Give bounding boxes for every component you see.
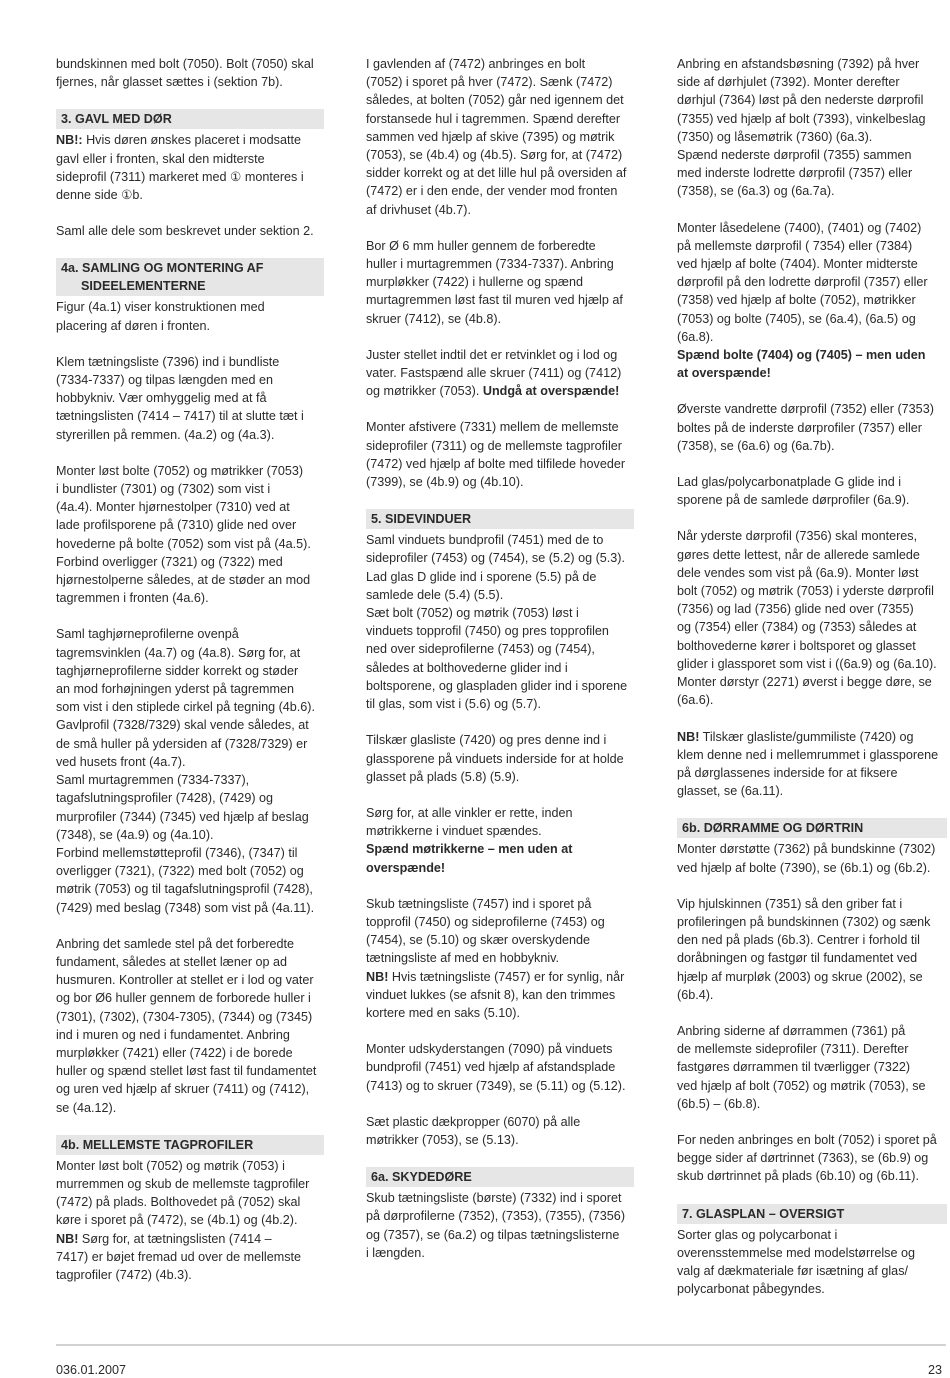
- text-line: tagprofiler (7472) (4b.3).: [56, 1267, 192, 1282]
- text-line: boltsporene, og glaspladen glider ind i sporene: [366, 678, 628, 693]
- bold-text: NB!: [56, 1231, 79, 1246]
- text-line: sideprofil (7311) markeret med ① monteres i: [56, 169, 304, 184]
- text-line: Gavlprofil (7328/7329) skal vende således, at: [56, 718, 309, 733]
- text-line: Sørg for, at alle vinkler er rette, inden: [366, 805, 573, 820]
- text-line: sidder korrekt og at det lille hul på oversiden af: [366, 166, 627, 181]
- text-line: ved hjælp af bolte (7404). Monter midterste: [677, 257, 918, 272]
- text-line: (7053) og bolte (7405), se (6a.4), (6a.5) og: [677, 311, 916, 326]
- text-run: og møtrikker (7053).: [366, 384, 483, 399]
- text-line: (7413) og to skruer (7349), se (5.11) og (5.12).: [366, 1078, 626, 1093]
- text-line: Forbind mellemstøtteprofil (7346), (7347) til: [56, 845, 298, 860]
- text-line: Når yderste dørprofil (7356) skal monteres,: [677, 529, 918, 544]
- text-line: [366, 840, 634, 858]
- bold-text: overspænde!: [366, 860, 446, 875]
- text-line: ved hjælp af bolt (7052) og møtrik (7053), se: [677, 1078, 926, 1093]
- text-line: [677, 346, 947, 364]
- text-line: begge sider af dørtrinnet (7363), se (6b.9) og: [677, 1151, 929, 1166]
- text-line: sideprofiler (7311) og de mellemste tagprofiler: [366, 438, 622, 453]
- text-line: Monter afstivere (7331) mellem de mellemste: [366, 420, 619, 435]
- text-line: Lad glas/polycarbonatplade G glide ind i: [677, 475, 902, 490]
- text-line: tagremmen i fronten (4a.6).: [56, 591, 209, 606]
- paragraph: [56, 131, 324, 204]
- text-line: vinduet lukkes (se afsnit 8), kan den trimmes: [366, 987, 616, 1002]
- paragraph: [56, 55, 324, 91]
- text-line: Saml taghjørneprofilerne ovenpå: [56, 627, 239, 642]
- text-line: (7355) ved hjælp af bolt (7393), vinkelbeslag: [677, 111, 926, 126]
- text-line: (7472) ved hjælp af bolte med tilfilede hoveder: [366, 456, 626, 471]
- text-line: vater. Fastspænd alle skruer (7411) og (7412): [366, 366, 622, 381]
- text-line: [366, 382, 634, 400]
- text-line: bolthovederne kører i boltsporet og glasset: [677, 638, 916, 653]
- footer-rule: [56, 1344, 946, 1346]
- text-line: Saml vinduets bundprofil (7451) med de to: [366, 533, 604, 548]
- text-line: møtrikker (7053), se (5.13).: [366, 1132, 519, 1147]
- text-line: Saml alle dele som beskrevet under sektion 2.: [56, 224, 314, 239]
- text-line: Juster stellet indtil det er retvinklet og i lod og: [366, 347, 618, 362]
- text-line: Sæt plastic dækpropper (6070) på alle: [366, 1114, 581, 1129]
- text-line: murtagremmen løst fast til muren ved hjælp af: [366, 293, 623, 308]
- text-line: tagafslutningsprofiler (7428), (7429) og: [56, 791, 274, 806]
- bold-text: Undgå at overspænde!: [482, 384, 620, 399]
- bold-text: NB!: [677, 729, 700, 744]
- text-line: [366, 859, 634, 877]
- text-line: Bor Ø 6 mm huller gennem de forberedte: [366, 238, 596, 253]
- text-line: huller og spænd stellet løst fast til fundamentet: [56, 1064, 317, 1079]
- text-line: fundament, således at stellet læner op ad: [56, 954, 288, 969]
- text-line: murremmen og skub de mellemste tagprofiler: [56, 1176, 310, 1191]
- text-line: Monter dørstøtte (7362) på bundskinne (7302): [677, 842, 936, 857]
- text-line: (7358), se (6a.6) og (6a.7b).: [677, 438, 835, 453]
- text-line: ved hjælp af bolte (7390), se (6b.1) og (6b.2).: [677, 860, 931, 875]
- text-line: Tilskær glasliste (7420) og pres denne ind i: [366, 733, 607, 748]
- text-line: skruer (7412), se (4b.8).: [366, 311, 502, 326]
- text-line: gøres dette lettest, når de allerede samlede: [677, 547, 920, 562]
- text-line: For neden anbringes en bolt (7052) i sporet på: [677, 1132, 937, 1147]
- text-line: [677, 364, 947, 382]
- paragraph: [366, 346, 634, 401]
- text-line: af drivhuset (4b.7).: [366, 202, 471, 217]
- text-line: (6a.8).: [677, 329, 714, 344]
- paragraph: [56, 462, 324, 608]
- text-line: glasset på plads (5.8) (5.9).: [366, 769, 520, 784]
- text-line: glider i glassporet som vist i ((6a.9) og (6a.10).: [677, 656, 937, 671]
- text-line: bundskinnen med bolt (7050). Bolt (7050) skal: [56, 57, 314, 71]
- text-line: (4a.4). Monter hjørnestolper (7310) ved at: [56, 500, 290, 515]
- paragraph: [677, 55, 947, 201]
- text-line: dørhjul (7364) løst på den nederste dørprofil: [677, 93, 924, 108]
- text-line: samlede dele (5.4) (5.5).: [366, 587, 504, 602]
- section-heading: [56, 1135, 324, 1155]
- text-line: (6a.6).: [677, 693, 714, 708]
- text-line: hjælp af murpløk (2003) og skrue (2002), se: [677, 969, 923, 984]
- text-line: skub dørtrinnet på plads (6b.10) og (6b.11).: [677, 1169, 919, 1184]
- paragraph: [56, 1157, 324, 1284]
- text-line: profileringen på bundskinnen (7302) og sænk: [677, 914, 931, 929]
- footer-page-number: 23: [927, 1363, 942, 1377]
- text-line: tætningslisten (7414 – 7417) til at slutte tæt i: [56, 409, 304, 424]
- text-line: I gavlenden af (7472) anbringes en bolt: [366, 57, 586, 71]
- text-line: Skub tætningsliste (børste) (7332) ind i sporet: [366, 1191, 622, 1206]
- text-line: køre i sporet på (7472), se (4b.1) og (4b.2).: [56, 1213, 298, 1228]
- paragraph: [56, 625, 324, 916]
- text-line: bolt (7052) og møtrik (7053) i yderste dørprofil: [677, 584, 934, 599]
- text-line: (7429) med beslag (7348) som vist på (4a.11).: [56, 900, 315, 915]
- text-line: kortere med en saks (5.10).: [366, 1005, 520, 1020]
- text-line: klem denne ned i mellemrummet i glassporene: [677, 747, 939, 762]
- paragraph: [366, 1113, 634, 1149]
- text-line: de mellemste sideprofiler (7311). Derefter: [677, 1042, 909, 1057]
- paragraph: [677, 728, 947, 801]
- section-heading: [366, 1167, 634, 1187]
- text-line: Sæt bolt (7052) og møtrik (7053) løst i: [366, 606, 579, 621]
- text-line: til glas, som vist i (5.6) og (5.7).: [366, 697, 541, 712]
- text-line: 7417) er bøjet fremad ud over de mellemste: [56, 1249, 301, 1264]
- text-line: Klem tætningsliste (7396) ind i bundliste: [56, 354, 280, 369]
- paragraph: [366, 1040, 634, 1095]
- text-line: fjernes, når glasset sættes i (sektion 7b).: [56, 75, 283, 90]
- text-line: bundprofil (7451) ved hjælp af afstandsplade: [366, 1060, 616, 1075]
- text-line: (7053), se (4b.4) og (4b.5). Sørg for, at (7472): [366, 148, 623, 163]
- text-line: således, at bolten (7052) går ned igennem det: [366, 93, 624, 108]
- text-line: placering af døren i fronten.: [56, 318, 211, 333]
- text-line: Anbring en afstandsbøsning (7392) på hver: [677, 57, 920, 71]
- text-line: Monter udskyderstangen (7090) på vinduets: [366, 1042, 613, 1057]
- paragraph: [677, 527, 947, 709]
- paragraph: [677, 1022, 947, 1113]
- paragraph: [366, 531, 634, 713]
- section-heading: [56, 109, 324, 129]
- text-line: dele vendes som vist på (6a.9). Monter løst: [677, 565, 919, 580]
- text-line: 5. SIDEVINDUER: [371, 512, 472, 527]
- text-line: (7052) i sporet på hver (7472). Sænk (7472): [366, 75, 613, 90]
- text-line: 7. GLASPLAN – OVERSIGT: [682, 1206, 845, 1221]
- text-line: [56, 1230, 324, 1248]
- text-line: møtrik (7053) og til tagafslutningsprofil (7428),: [56, 882, 313, 897]
- text-line: og (7357), se (6a.2) og tilpas tætningslisterne: [366, 1227, 620, 1242]
- paragraph: [366, 1189, 634, 1262]
- paragraph: [366, 418, 634, 491]
- text-line: glassporene på vinduets inderside for at holde: [366, 751, 624, 766]
- text-line: i længden.: [366, 1245, 425, 1260]
- text-line: boltes på de inderste dørprofiler (7357) eller: [677, 420, 923, 435]
- text-line: den ned på plads (6b.3). Centrer i forhold til: [677, 933, 920, 948]
- text-run: Hvis døren ønskes placeret i modsatte: [82, 133, 301, 148]
- text-line: Monter løst bolte (7052) og møtrikker (7053): [56, 463, 304, 478]
- paragraph: [56, 353, 324, 444]
- text-line: ned over sideprofilerne (7453) og (7454),: [366, 642, 595, 657]
- section-heading: [56, 258, 324, 296]
- footer-document-code: 036.01.2007: [56, 1363, 127, 1377]
- paragraph: [366, 895, 634, 1022]
- paragraph: [366, 804, 634, 877]
- text-line: tætningsliste af med en hobbykniv.: [366, 951, 559, 966]
- text-line: an mod forhøjningen yderst på tagremmen: [56, 682, 295, 697]
- text-line: [366, 968, 634, 986]
- text-line: 6a. SKYDEDØRE: [371, 1170, 472, 1185]
- text-line: Monter løst bolt (7052) og møtrik (7053) i: [56, 1158, 285, 1173]
- text-line: murpløkker (7421) eller (7422) i de borede: [56, 1045, 293, 1060]
- paragraph: [677, 840, 947, 876]
- text-line: (7472) er i den ende, der vender mod fronten: [366, 184, 618, 199]
- text-column-1: [56, 55, 324, 1302]
- section-heading: [677, 818, 947, 838]
- text-column-2: [366, 55, 634, 1280]
- paragraph: [677, 219, 947, 383]
- text-line: se (4a.12).: [56, 1100, 117, 1115]
- text-line: Skub tætningsliste (7457) ind i sporet på: [366, 896, 592, 911]
- bold-text: Spænd møtrikkerne – men uden at: [366, 842, 573, 857]
- text-line: tagremsvinklen (4a.7) og (4a.8). Sørg for, at: [56, 645, 301, 660]
- bold-text: Spænd bolte (7404) og (7405) – men uden: [677, 348, 926, 363]
- text-run: Sørg for, at tætningslisten (7414 –: [78, 1231, 272, 1246]
- text-line: (6b.5) – (6b.8).: [677, 1096, 761, 1111]
- text-line: [56, 131, 324, 149]
- text-line: ved husets front (4a.7).: [56, 754, 186, 769]
- text-line: (6b.4).: [677, 987, 714, 1002]
- bold-text: NB!: [366, 969, 389, 984]
- text-line: huller i murtagremmen (7334-7337). Anbring: [366, 257, 614, 272]
- text-line: lade profilsporene på (7310) glide ned over: [56, 518, 297, 533]
- text-line: 4a. SAMLING OG MONTERING AF: [61, 261, 264, 276]
- paragraph: [677, 473, 947, 509]
- text-line: (7350) og låsemøtrik (7360) (6a.3).: [677, 129, 873, 144]
- text-line: murpløkker (7422) i hullerne og spænd: [366, 275, 583, 290]
- text-line: topprofil (7450) og sideprofilerne (7453) og: [366, 914, 605, 929]
- text-line: (7358), se (6a.3) og (6a.7a).: [677, 184, 835, 199]
- text-line: styrerillen på remmen. (4a.2) og (4a.3).: [56, 427, 275, 442]
- text-line: fastgøres dørrammen til tværligger (7322): [677, 1060, 911, 1075]
- text-line: gavl eller i fronten, skal den midterste: [56, 151, 265, 166]
- text-line: (7301), (7302), (7304-7305), (7344) og (7345): [56, 1009, 313, 1024]
- text-line: og (7354) eller (7384) og (7353) således at: [677, 620, 917, 635]
- bold-text: NB!:: [56, 133, 83, 148]
- paragraph: [56, 298, 324, 334]
- text-line: (7358) ved hjælp af bolte (7052), møtrikker: [677, 293, 916, 308]
- text-line: 4b. MELLEMSTE TAGPROFILER: [61, 1137, 254, 1152]
- text-line: og uren ved hjælp af skruer (7411) og (7412),: [56, 1082, 310, 1097]
- text-line: Spænd nederste dørprofil (7355) sammen: [677, 148, 912, 163]
- text-run: Hvis tætningsliste (7457) er for synlig, når: [388, 969, 625, 984]
- text-line: husmuren. Kontroller at stellet er i lod og vater: [56, 973, 314, 988]
- section-heading: [366, 509, 634, 529]
- paragraph: [677, 400, 947, 455]
- text-line: (7454), se (5.10) og skær overskydende: [366, 933, 591, 948]
- text-line: side af dørhjulet (7392). Monter derefter: [677, 75, 900, 90]
- text-line: Anbring siderne af dørrammen (7361) på: [677, 1023, 906, 1038]
- text-line: 3. GAVL MED DØR: [61, 112, 172, 127]
- text-line: Vip hjulskinnen (7351) så den griber fat i: [677, 896, 903, 911]
- paragraph: [56, 935, 324, 1117]
- text-line: således at bolthovederne glider ind i: [366, 660, 568, 675]
- text-line: (7348), se (4a.9) og (4a.10).: [56, 827, 214, 842]
- text-line: sporene på de samlede dørprofiler (6a.9).: [677, 493, 910, 508]
- text-line: doråbningen og fastgør til fundamentet ved: [677, 951, 918, 966]
- text-line: Anbring det samlede stel på det forberedte: [56, 936, 295, 951]
- text-line: polycarbonat påbegyndes.: [677, 1282, 825, 1297]
- text-line: glasset, se (6a.11).: [677, 784, 784, 799]
- text-line: forstansede hul i tagremmen. Spænd derefter: [366, 111, 621, 126]
- text-line: hjørnestolperne således, at de støder an mod: [56, 573, 311, 588]
- text-line: ind i muren og ned i fundamentet. Anbring: [56, 1027, 290, 1042]
- text-line: 6b. DØRRAMME OG DØRTRIN: [682, 821, 864, 836]
- paragraph: [677, 1226, 947, 1299]
- bold-text: at overspænde!: [677, 366, 771, 381]
- text-line: (7399), se (4b.9) og (4b.10).: [366, 475, 524, 490]
- text-line: som vist i den stiplede cirkel på tegning (4b.6).: [56, 700, 316, 715]
- text-line: overensstemmelse med modelstørrelse og: [677, 1245, 915, 1260]
- text-line: overligger (7321), (7322) med bolt (7052) og: [56, 864, 304, 879]
- text-line: hobbykniv. Vær omhyggelig med at få: [56, 391, 267, 406]
- text-line: og bor Ø6 huller gennem de forborede huller i: [56, 991, 311, 1006]
- text-line: på dørglassenes inderside for at fiksere: [677, 765, 898, 780]
- text-line: vinduets topprofil (7450) og pres topprofilen: [366, 624, 609, 639]
- text-line: hovederne på bolte (7052) som vist på (4a.5).: [56, 536, 311, 551]
- text-line: Saml murtagremmen (7334-7337),: [56, 773, 250, 788]
- paragraph: [677, 1131, 947, 1186]
- text-line: Lad glas D glide ind i sporene (5.5) på de: [366, 569, 597, 584]
- text-run: Tilskær glasliste/gummiliste (7420) og: [699, 729, 914, 744]
- text-line: Figur (4a.1) viser konstruktionen med: [56, 300, 265, 315]
- text-line: SIDEELEMENTERNE: [81, 279, 206, 294]
- text-line: Øverste vandrette dørprofil (7352) eller (7353): [677, 402, 934, 417]
- text-line: de små huller på ydersiden af (7328/7329) er: [56, 736, 308, 751]
- text-line: sammen ved hjælp af skive (7395) og møtrik: [366, 129, 615, 144]
- text-line: murprofiler (7344) (7345) ved hjælp af beslag: [56, 809, 309, 824]
- text-line: (7334-7337) og tilpas længden med en: [56, 373, 274, 388]
- text-line: Forbind overligger (7321) og (7322) med: [56, 554, 283, 569]
- section-heading: [677, 1204, 947, 1224]
- text-line: [677, 728, 947, 746]
- text-line: (7356) og lad (7356) glide ned over (7355): [677, 602, 914, 617]
- text-line: dørprofil på den lodrette dørprofil (7357) eller: [677, 275, 928, 290]
- text-line: valg af dækmateriale før isætning af glas/: [677, 1263, 908, 1278]
- paragraph: [366, 237, 634, 328]
- text-line: møtrikkerne i vinduet spændes.: [366, 824, 542, 839]
- text-line: Sorter glas og polycarbonat i: [677, 1227, 838, 1242]
- text-line: sideprofiler (7453) og (7454), se (5.2) og (5.3).: [366, 551, 626, 566]
- text-column-3: [677, 55, 947, 1316]
- paragraph: [677, 895, 947, 1004]
- text-line: med inderste lodrette dørprofil (7357) eller: [677, 166, 913, 181]
- paragraph: [366, 55, 634, 219]
- text-line: på dørprofilerne (7352), (7353), (7355), (7356): [366, 1209, 626, 1224]
- paragraph: [56, 222, 324, 240]
- text-line: i bundlister (7301) og (7302) som vist i: [56, 482, 271, 497]
- text-line: Monter låsedelene (7400), (7401) og (7402): [677, 220, 922, 235]
- text-line: taghjørneprofilerne sidder korrekt og støder: [56, 663, 299, 678]
- paragraph: [366, 731, 634, 786]
- text-line: på mellemste dørprofil ( 7354) eller (7384): [677, 238, 913, 253]
- text-line: Monter dørstyr (2271) øverst i begge døre, se: [677, 675, 932, 690]
- text-line: denne side ①b.: [56, 188, 143, 203]
- text-line: (7472) på plads. Bolthovedet på (7052) skal: [56, 1195, 301, 1210]
